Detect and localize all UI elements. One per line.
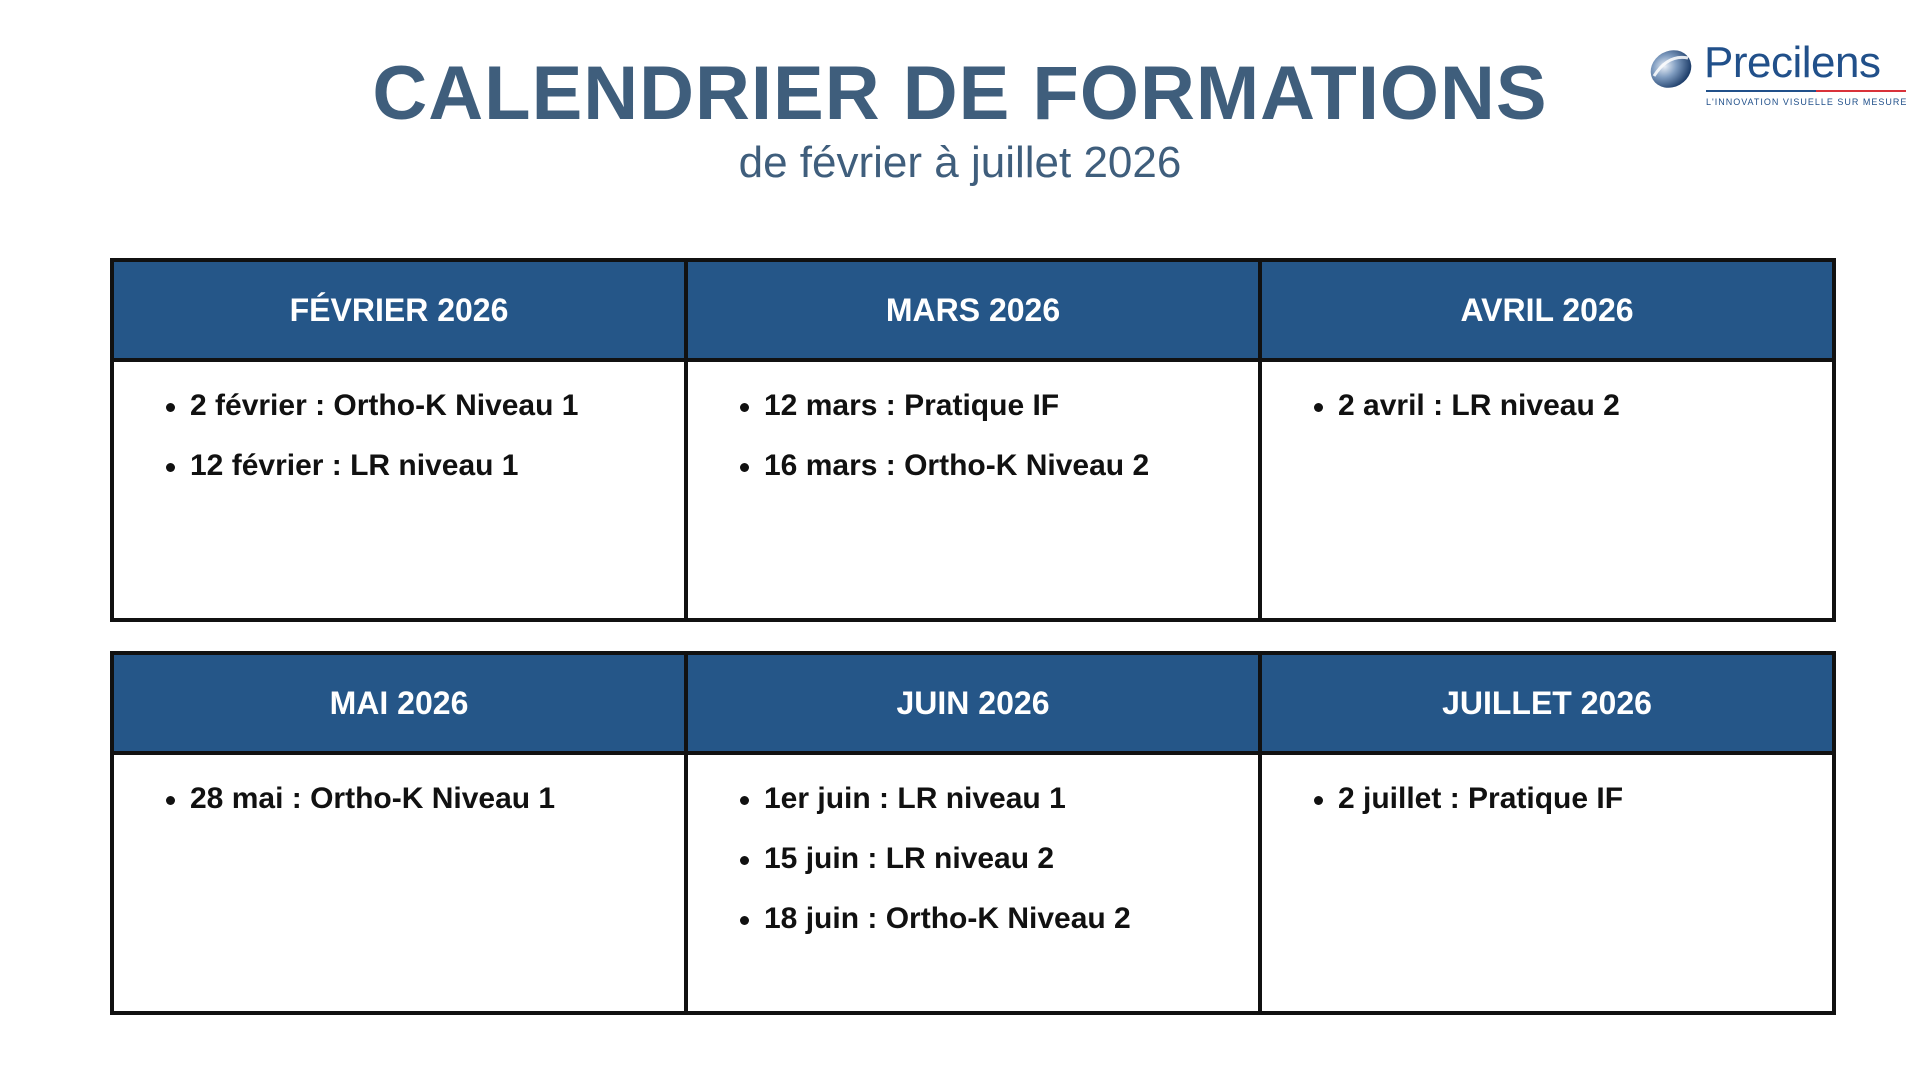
event-item [764,388,1258,424]
event-course: LR niveau 1 [897,782,1066,815]
event-course: Pratique IF [904,389,1060,422]
event-date: 18 juin : [764,902,878,935]
month-header-juillet: JUILLET 2026 [1260,653,1834,753]
event-item [764,448,1258,484]
event-course: Ortho-K Niveau 1 [310,782,556,815]
month-cell-fevrier [112,360,686,620]
event-course: LR niveau 1 [350,449,519,482]
event-list [114,781,684,817]
event-course: LR niveau 2 [885,842,1055,875]
lens-logo-icon [1648,46,1694,92]
event-item [764,901,1258,937]
event-item [1338,781,1832,817]
event-item [1338,388,1832,424]
calendar-row-2 [110,651,1836,1015]
event-course: Ortho-K Niveau 2 [904,449,1150,482]
event-date: 2 avril : [1338,389,1444,422]
month-header-mai: MAI 2026 [112,653,686,753]
event-item [190,448,684,484]
event-item [764,841,1258,877]
event-course: Pratique IF [1468,782,1624,815]
event-date: 15 juin : [764,842,878,875]
month-cell-avril [1260,360,1834,620]
month-header-fevrier: FÉVRIER 2026 [112,260,686,360]
month-cell-juillet [1260,753,1834,1013]
event-date: 12 mars : [764,389,896,422]
month-cell-mars [686,360,1260,620]
logo-name: Precilens [1704,38,1881,87]
event-list [688,388,1258,484]
logo-underline [1706,90,1906,92]
event-item [764,781,1258,817]
event-date: 2 juillet : [1338,782,1460,815]
event-list [1262,781,1832,817]
month-cell-mai [112,753,686,1013]
month-header-juin: JUIN 2026 [686,653,1260,753]
event-date: 28 mai : [190,782,302,815]
month-header-mars: MARS 2026 [686,260,1260,360]
page-title: CALENDRIER DE FORMATIONS [372,51,1548,136]
month-header-avril: AVRIL 2026 [1260,260,1834,360]
event-list [1262,388,1832,424]
event-list [688,781,1258,937]
event-list [114,388,684,484]
event-item [190,388,684,424]
precilens-logo [1640,38,1910,112]
event-course: LR niveau 2 [1451,389,1620,422]
logo-tagline: L'INNOVATION VISUELLE SUR MESURE [1706,97,1908,107]
event-course: Ortho-K Niveau 1 [333,389,579,422]
event-date: 2 février : [190,389,326,422]
event-date: 16 mars : [764,449,896,482]
event-date: 12 février : [190,449,342,482]
event-date: 1er juin : [764,782,890,815]
event-item [190,781,684,817]
page-subtitle: de février à juillet 2026 [738,138,1182,187]
event-course: Ortho-K Niveau 2 [885,902,1131,935]
month-cell-juin [686,753,1260,1013]
calendar-row-1 [110,258,1836,622]
